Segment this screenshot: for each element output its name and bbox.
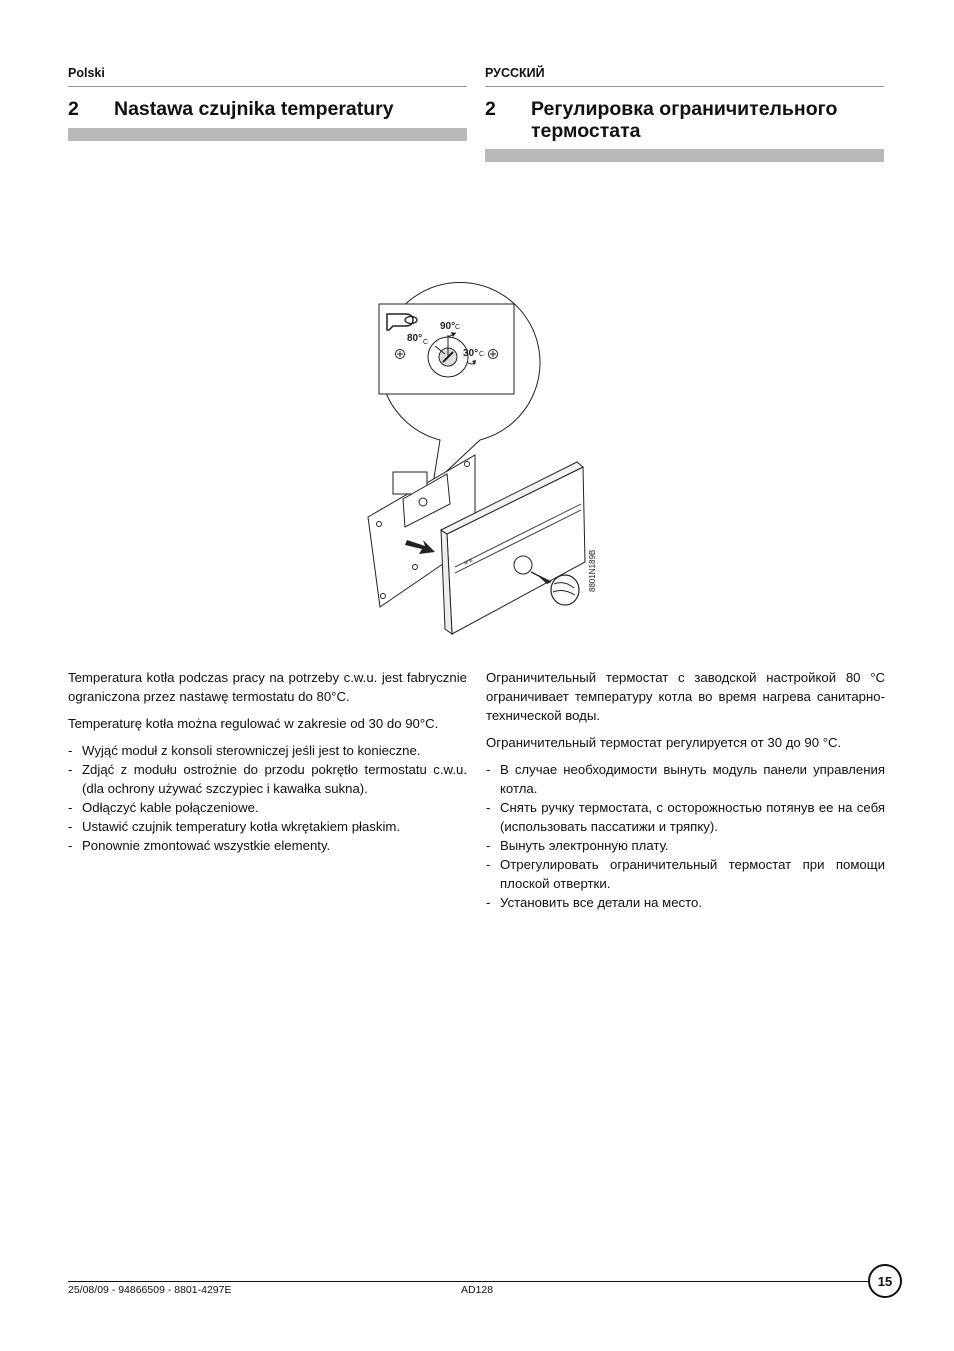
list-item: - Снять ручку термостата, с осторожностью потянув ее на себя (использовать пассатижи и тряпку). [486, 800, 885, 834]
list-item: - Вынуть электронную плату. [486, 838, 669, 853]
section-heading-left [68, 98, 467, 120]
section-title-right: Регулировка ограничительного термостата [531, 98, 838, 142]
dial-unit-80: C [423, 339, 429, 346]
page-number: 15 [868, 1264, 902, 1298]
paragraph: Ограничительный термостат регулируется от 30 до 90 °C. [486, 735, 842, 750]
footer-doc-ref: 25/08/09 - 94866509 - 8801-4297E [68, 1284, 232, 1296]
panel-mark: M B [463, 557, 474, 567]
language-label-right: РУССКИЙ [485, 66, 884, 87]
footer-model: AD128 [461, 1284, 494, 1296]
section-number-left: 2 [68, 98, 79, 120]
body-left [68, 668, 467, 855]
list-item: - В случае необходимости вынуть модуль панели управления котла. [486, 762, 885, 796]
list-item: - Установить все детали на место. [486, 895, 703, 910]
section-number-right: 2 [485, 98, 496, 120]
thermostat-illustration [355, 262, 605, 642]
paragraph: Temperaturę kotła można regulować w zakresie od 30 do 90°C. [68, 716, 439, 731]
list-item: - Ponownie zmontować wszystkie elementy. [68, 838, 331, 853]
section-title-left: Nastawa czujnika temperatury [114, 98, 394, 120]
list-item: - Odłączyć kable połączeniowe. [68, 800, 259, 815]
footer-rule [68, 1281, 870, 1282]
list-item: - Zdjąć z modułu ostrożnie do przodu pokrętło termostatu c.w.u. (dla ochrony używać szczypiec i kawałka sukna). [68, 762, 467, 796]
body-right [486, 668, 885, 912]
steps-list-left [68, 741, 467, 855]
dial-unit-30: C [479, 351, 485, 358]
list-item: - Ustawić czujnik temperatury kotła wkrętakiem płaskim. [68, 819, 401, 834]
dial-label-90: 90° [440, 321, 456, 332]
heading-bar-left [68, 128, 467, 141]
list-item: - Wyjąć moduł z konsoli sterowniczej jeśli jest to konieczne. [68, 743, 421, 758]
language-label-left: Polski [68, 66, 467, 87]
paragraph: Ограничительный термостат с заводской настройкой 80 °C ограничивает температуру котла во время нагрева санитарно-технической воды. [486, 670, 885, 723]
figure-reference: 8801N189B [588, 549, 597, 592]
paragraph: Temperatura kotła podczas pracy na potrzeby c.w.u. jest fabrycznie ograniczona przez nastawę termostatu do 80°C. [68, 670, 467, 704]
dial-unit-90: C [455, 324, 461, 331]
dial-label-30: 30° [463, 348, 479, 359]
heading-bar-right [485, 149, 884, 162]
steps-list-right [486, 760, 885, 912]
list-item: - Отрегулировать ограничительный термостат при помощи плоской отвертки. [486, 857, 885, 891]
dial-label-80: 80° [407, 333, 423, 344]
section-heading-right [485, 98, 884, 142]
